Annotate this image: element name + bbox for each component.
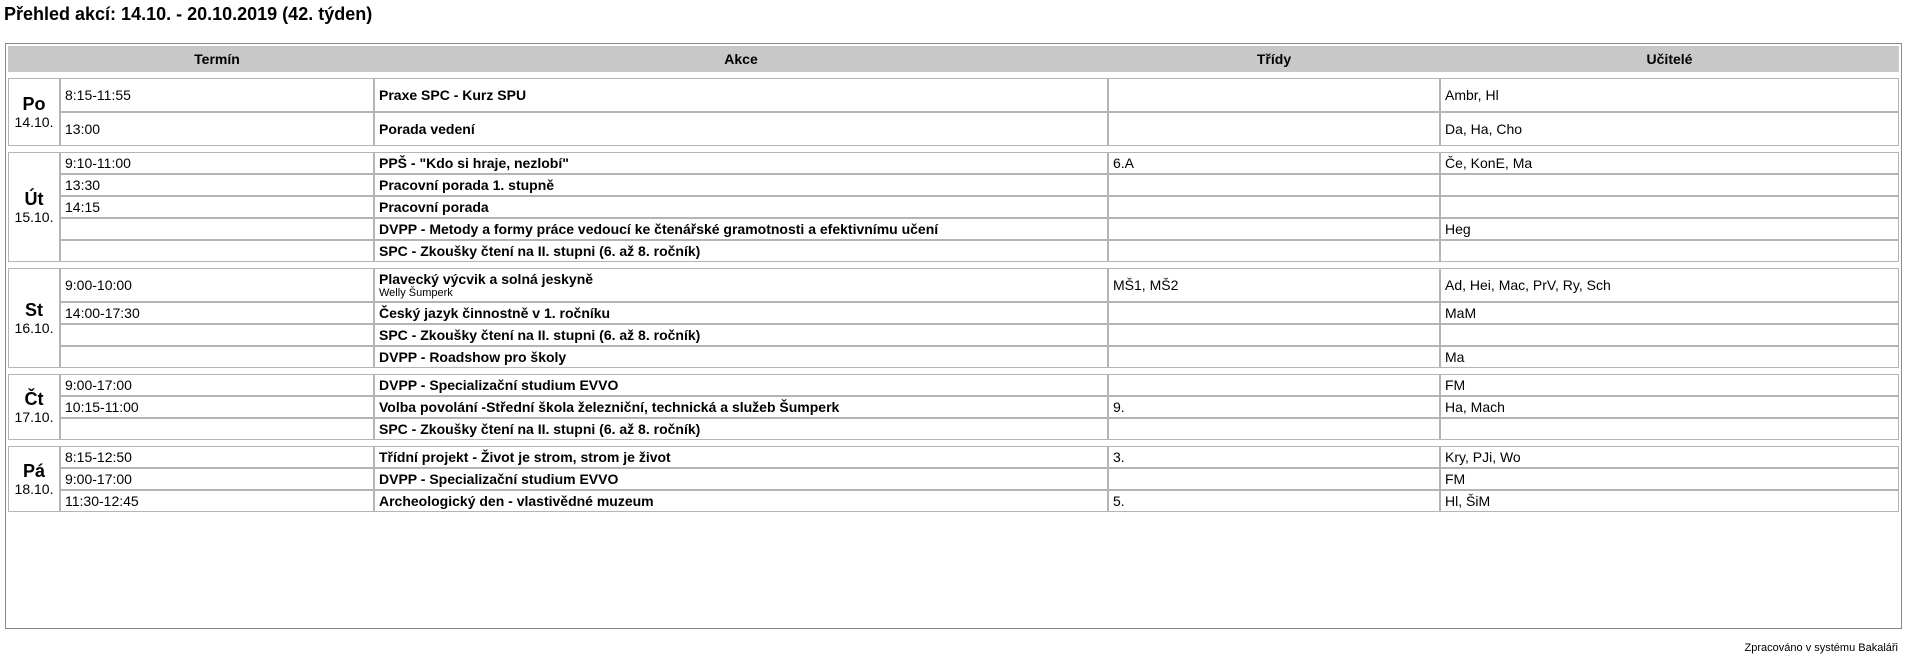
table-row <box>8 468 1899 490</box>
day-date: 17.10. <box>14 409 54 425</box>
table-row <box>8 446 1899 468</box>
teachers-cell: Ambr, Hl <box>1440 78 1899 112</box>
teachers-cell: Heg <box>1440 218 1899 240</box>
event-cell <box>374 446 1108 468</box>
column-header-akce: Akce <box>374 46 1108 72</box>
event-cell <box>374 196 1108 218</box>
day-cell <box>8 268 60 368</box>
event-title: PPŠ - "Kdo si hraje, nezlobí" <box>379 155 569 171</box>
table-row <box>8 418 1899 440</box>
teachers-cell: MaM <box>1440 302 1899 324</box>
event-title: Volba povolání -Střední škola železniční, technická a služeb Šumperk <box>379 399 840 415</box>
event-cell <box>374 346 1108 368</box>
table-row <box>8 374 1899 396</box>
time-cell: 14:15 <box>60 196 374 218</box>
event-title: Pracovní porada 1. stupně <box>379 177 555 193</box>
event-cell <box>374 468 1108 490</box>
event-title: Archeologický den - vlastivědné muzeum <box>379 493 654 509</box>
time-cell <box>60 218 374 240</box>
event-title: SPC - Zkoušky čtení na II. stupni (6. až 8. ročník) <box>379 327 701 343</box>
event-title: Třídní projekt - Život je strom, strom je život <box>379 449 671 465</box>
teachers-cell: Ma <box>1440 346 1899 368</box>
day-date: 16.10. <box>14 320 54 336</box>
day-column-header <box>8 46 60 72</box>
event-cell <box>374 152 1108 174</box>
teachers-cell <box>1440 196 1899 218</box>
event-title: DVPP - Roadshow pro školy <box>379 349 567 365</box>
event-title: DVPP - Metody a formy práce vedoucí ke čtenářské gramotnosti a efektivnímu učení <box>379 221 939 237</box>
classes-cell <box>1108 324 1440 346</box>
classes-cell <box>1108 346 1440 368</box>
day-date: 14.10. <box>14 114 54 130</box>
time-cell: 13:30 <box>60 174 374 196</box>
events-body <box>8 72 1899 512</box>
table-row <box>8 490 1899 512</box>
time-cell <box>60 324 374 346</box>
time-cell: 14:00-17:30 <box>60 302 374 324</box>
time-cell: 10:15-11:00 <box>60 396 374 418</box>
event-title: Porada vedení <box>379 121 475 137</box>
day-date: 15.10. <box>14 209 54 225</box>
day-name: Pá <box>22 461 46 481</box>
footer-credit: Zpracováno v systému Bakaláři <box>1744 642 1898 654</box>
event-cell <box>374 240 1108 262</box>
classes-cell: 6.A <box>1108 152 1440 174</box>
teachers-cell: Ad, Hei, Mac, PrV, Ry, Sch <box>1440 268 1899 302</box>
classes-cell: MŠ1, MŠ2 <box>1108 268 1440 302</box>
event-title: Praxe SPC - Kurz SPU <box>379 87 527 103</box>
classes-cell <box>1108 302 1440 324</box>
classes-cell <box>1108 174 1440 196</box>
event-cell <box>374 268 1108 302</box>
time-cell <box>60 240 374 262</box>
classes-cell <box>1108 112 1440 146</box>
classes-cell: 3. <box>1108 446 1440 468</box>
table-row <box>8 302 1899 324</box>
time-cell: 8:15-11:55 <box>60 78 374 112</box>
day-name: Út <box>24 189 44 209</box>
table-row <box>8 346 1899 368</box>
classes-cell <box>1108 78 1440 112</box>
event-title: SPC - Zkoušky čtení na II. stupni (6. až 8. ročník) <box>379 243 701 259</box>
time-cell: 9:00-17:00 <box>60 468 374 490</box>
event-cell <box>374 78 1108 112</box>
event-title: Plavecký výcvik a solná jeskyně <box>379 271 594 287</box>
page-title: Přehled akcí: 14.10. - 20.10.2019 (42. týden) <box>4 4 373 24</box>
classes-cell <box>1108 374 1440 396</box>
event-cell <box>374 174 1108 196</box>
time-cell: 11:30-12:45 <box>60 490 374 512</box>
teachers-cell <box>1440 240 1899 262</box>
time-cell: 9:10-11:00 <box>60 152 374 174</box>
day-cell <box>8 374 60 440</box>
table-row <box>8 152 1899 174</box>
events-table <box>8 46 1899 512</box>
teachers-cell <box>1440 174 1899 196</box>
teachers-cell <box>1440 324 1899 346</box>
table-row <box>8 174 1899 196</box>
table-row <box>8 268 1899 302</box>
time-cell: 9:00-17:00 <box>60 374 374 396</box>
classes-cell <box>1108 218 1440 240</box>
time-cell: 13:00 <box>60 112 374 146</box>
event-cell <box>374 324 1108 346</box>
table-row <box>8 396 1899 418</box>
time-cell: 8:15-12:50 <box>60 446 374 468</box>
teachers-cell: Ha, Mach <box>1440 396 1899 418</box>
event-title: Pracovní porada <box>379 199 489 215</box>
table-row <box>8 112 1899 146</box>
table-row <box>8 324 1899 346</box>
table-row <box>8 218 1899 240</box>
day-cell <box>8 446 60 512</box>
teachers-cell: Če, KonE, Ma <box>1440 152 1899 174</box>
event-title: Český jazyk činnostně v 1. ročníku <box>379 305 611 321</box>
event-title: DVPP - Specializační studium EVVO <box>379 471 619 487</box>
day-name: Čt <box>24 389 44 409</box>
table-row <box>8 196 1899 218</box>
table-row <box>8 78 1899 112</box>
table-header-row <box>8 46 1899 72</box>
teachers-cell: Kry, PJi, Wo <box>1440 446 1899 468</box>
event-cell <box>374 396 1108 418</box>
day-date: 18.10. <box>14 481 54 497</box>
event-cell <box>374 374 1108 396</box>
table-row <box>8 240 1899 262</box>
day-cell <box>8 152 60 262</box>
day-cell <box>8 78 60 146</box>
teachers-cell: Da, Ha, Cho <box>1440 112 1899 146</box>
event-title: DVPP - Specializační studium EVVO <box>379 377 619 393</box>
event-cell <box>374 302 1108 324</box>
classes-cell <box>1108 468 1440 490</box>
day-name: St <box>25 300 43 320</box>
classes-cell: 9. <box>1108 396 1440 418</box>
classes-cell <box>1108 418 1440 440</box>
event-cell <box>374 490 1108 512</box>
column-header-termin: Termín <box>60 46 374 72</box>
teachers-cell: FM <box>1440 374 1899 396</box>
event-cell <box>374 218 1108 240</box>
day-name: Po <box>22 94 46 114</box>
time-cell: 9:00-10:00 <box>60 268 374 302</box>
classes-cell: 5. <box>1108 490 1440 512</box>
event-cell <box>374 418 1108 440</box>
time-cell <box>60 346 374 368</box>
teachers-cell: FM <box>1440 468 1899 490</box>
column-header-ucitele: Učitelé <box>1440 46 1899 72</box>
classes-cell <box>1108 240 1440 262</box>
event-place: Welly Šumperk <box>379 287 453 299</box>
column-header-tridy: Třídy <box>1108 46 1440 72</box>
event-cell <box>374 112 1108 146</box>
teachers-cell: Hl, ŠiM <box>1440 490 1899 512</box>
time-cell <box>60 418 374 440</box>
classes-cell <box>1108 196 1440 218</box>
event-title: SPC - Zkoušky čtení na II. stupni (6. až 8. ročník) <box>379 421 701 437</box>
teachers-cell <box>1440 418 1899 440</box>
